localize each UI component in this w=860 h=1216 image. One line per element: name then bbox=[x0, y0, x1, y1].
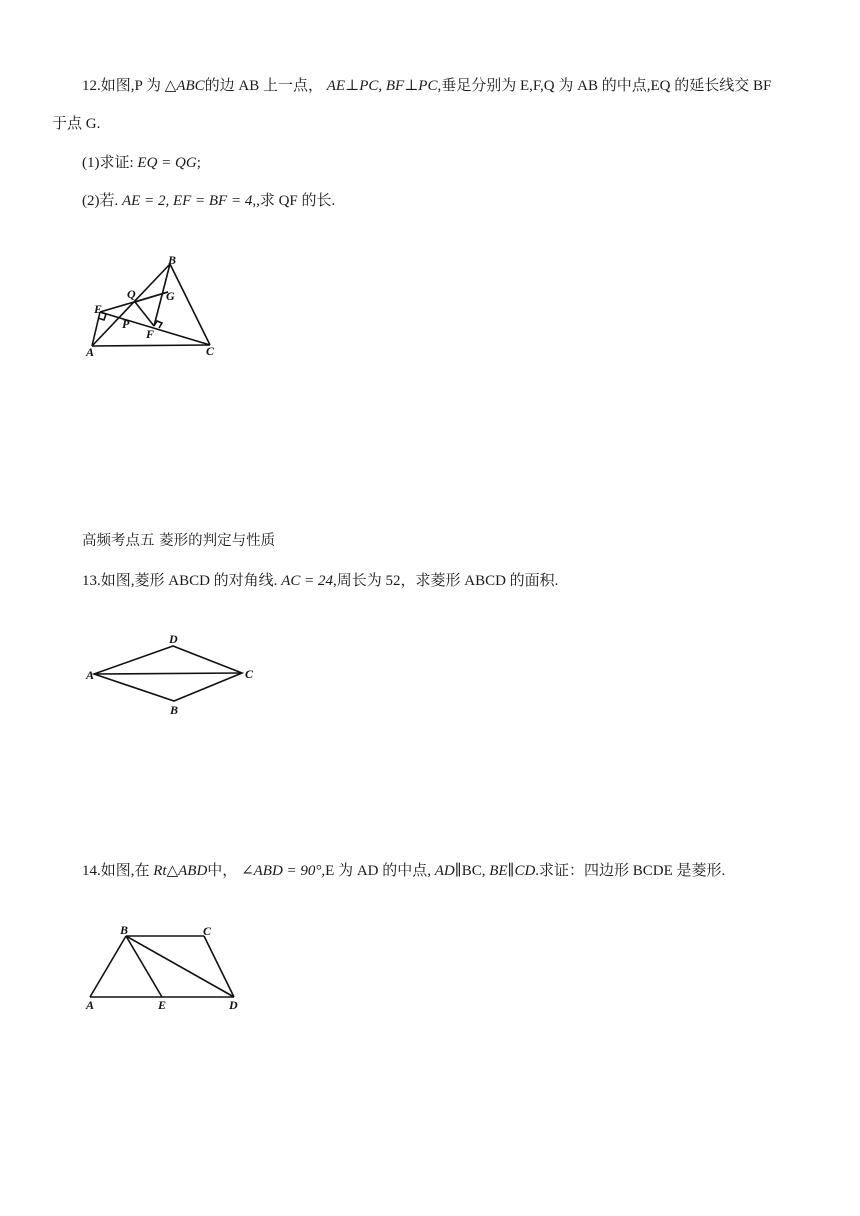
segment-bd bbox=[126, 936, 234, 997]
q14-text-a: 14.如图,在 bbox=[82, 863, 154, 879]
q12-text-c: ,垂足分别为 E,F,Q 为 AB 的中点,EQ 的延长线交 BF bbox=[437, 78, 772, 94]
diagonal-ac bbox=[94, 673, 242, 674]
label-b: B bbox=[168, 253, 177, 267]
label-e: E bbox=[94, 302, 103, 316]
q12-math-triangle: △ABC bbox=[164, 78, 205, 94]
label-c: C bbox=[203, 924, 212, 938]
label-a: A bbox=[86, 668, 95, 682]
q12-part2-text-b: ,,求 QF 的长. bbox=[252, 193, 336, 209]
q12-part1-math: EQ = QG bbox=[137, 155, 197, 171]
section-heading: 高频考点五 菱形的判定与性质 bbox=[82, 533, 276, 549]
q12-part2 bbox=[82, 191, 335, 211]
label-c: C bbox=[245, 667, 254, 681]
q13-rhombus-figure bbox=[80, 630, 265, 720]
segment-qf bbox=[135, 302, 154, 326]
q13-text-a: 13.如图,菱形 ABCD 的对角线. bbox=[82, 573, 282, 589]
q14-math-parallel-ad: AD∥ bbox=[434, 863, 462, 879]
segment-be bbox=[126, 936, 162, 997]
q14-text-c: ,E 为 AD 的中点, bbox=[321, 863, 435, 879]
label-q: Q bbox=[127, 287, 136, 301]
label-b: B bbox=[120, 923, 129, 937]
label-f: F bbox=[146, 327, 155, 341]
q12-statement-line2: 于点 G. bbox=[52, 116, 101, 132]
label-c: C bbox=[206, 344, 215, 358]
segment-ec bbox=[100, 312, 210, 345]
label-a: A bbox=[86, 345, 95, 359]
q14-math-angle: ∠ABD = 90° bbox=[241, 863, 322, 879]
q12-statement-line1 bbox=[82, 76, 771, 96]
segment-ab bbox=[92, 264, 170, 346]
label-a: A bbox=[86, 998, 95, 1012]
segment-ab bbox=[90, 936, 126, 997]
q13-statement bbox=[82, 571, 558, 591]
q12-geometry-figure bbox=[80, 250, 230, 365]
q12-math-perpendiculars: AE⊥PC, BF⊥PC bbox=[326, 78, 438, 94]
q13-math: AC = 24 bbox=[281, 573, 333, 589]
label-b: B bbox=[170, 703, 179, 717]
q12-part1-text-b: ; bbox=[196, 155, 201, 171]
label-d: D bbox=[169, 632, 178, 646]
label-p: P bbox=[122, 317, 130, 331]
q12-part1 bbox=[82, 153, 201, 173]
q12-text-b: 的边 AB 上一点， bbox=[204, 78, 327, 94]
segment-qg bbox=[135, 292, 168, 302]
label-g: G bbox=[166, 289, 175, 303]
q14-text-e: .求证：四边形 BCDE 是菱形. bbox=[535, 863, 726, 879]
segment-ac bbox=[92, 345, 210, 346]
q14-text-d: BC, bbox=[461, 863, 490, 879]
label-e: E bbox=[158, 998, 167, 1012]
q12-text-a: 12.如图,P 为 bbox=[82, 78, 165, 94]
q14-math-parallel-be: BE∥CD bbox=[489, 863, 536, 879]
q14-math-triangle: Rt△ABD bbox=[153, 863, 208, 879]
q14-geometry-figure bbox=[80, 920, 250, 1015]
q12-part2-math: AE = 2, EF = BF = 4 bbox=[122, 193, 253, 209]
q14-statement bbox=[82, 861, 725, 881]
q14-text-b: 中， bbox=[207, 863, 242, 879]
segment-bc bbox=[170, 264, 210, 345]
label-d: D bbox=[229, 998, 238, 1012]
q12-part1-text-a: (1)求证: bbox=[82, 155, 138, 171]
q13-text-b: ,周长为 52，求菱形 ABCD 的面积. bbox=[332, 573, 559, 589]
q12-part2-text-a: (2)若. bbox=[82, 193, 122, 209]
